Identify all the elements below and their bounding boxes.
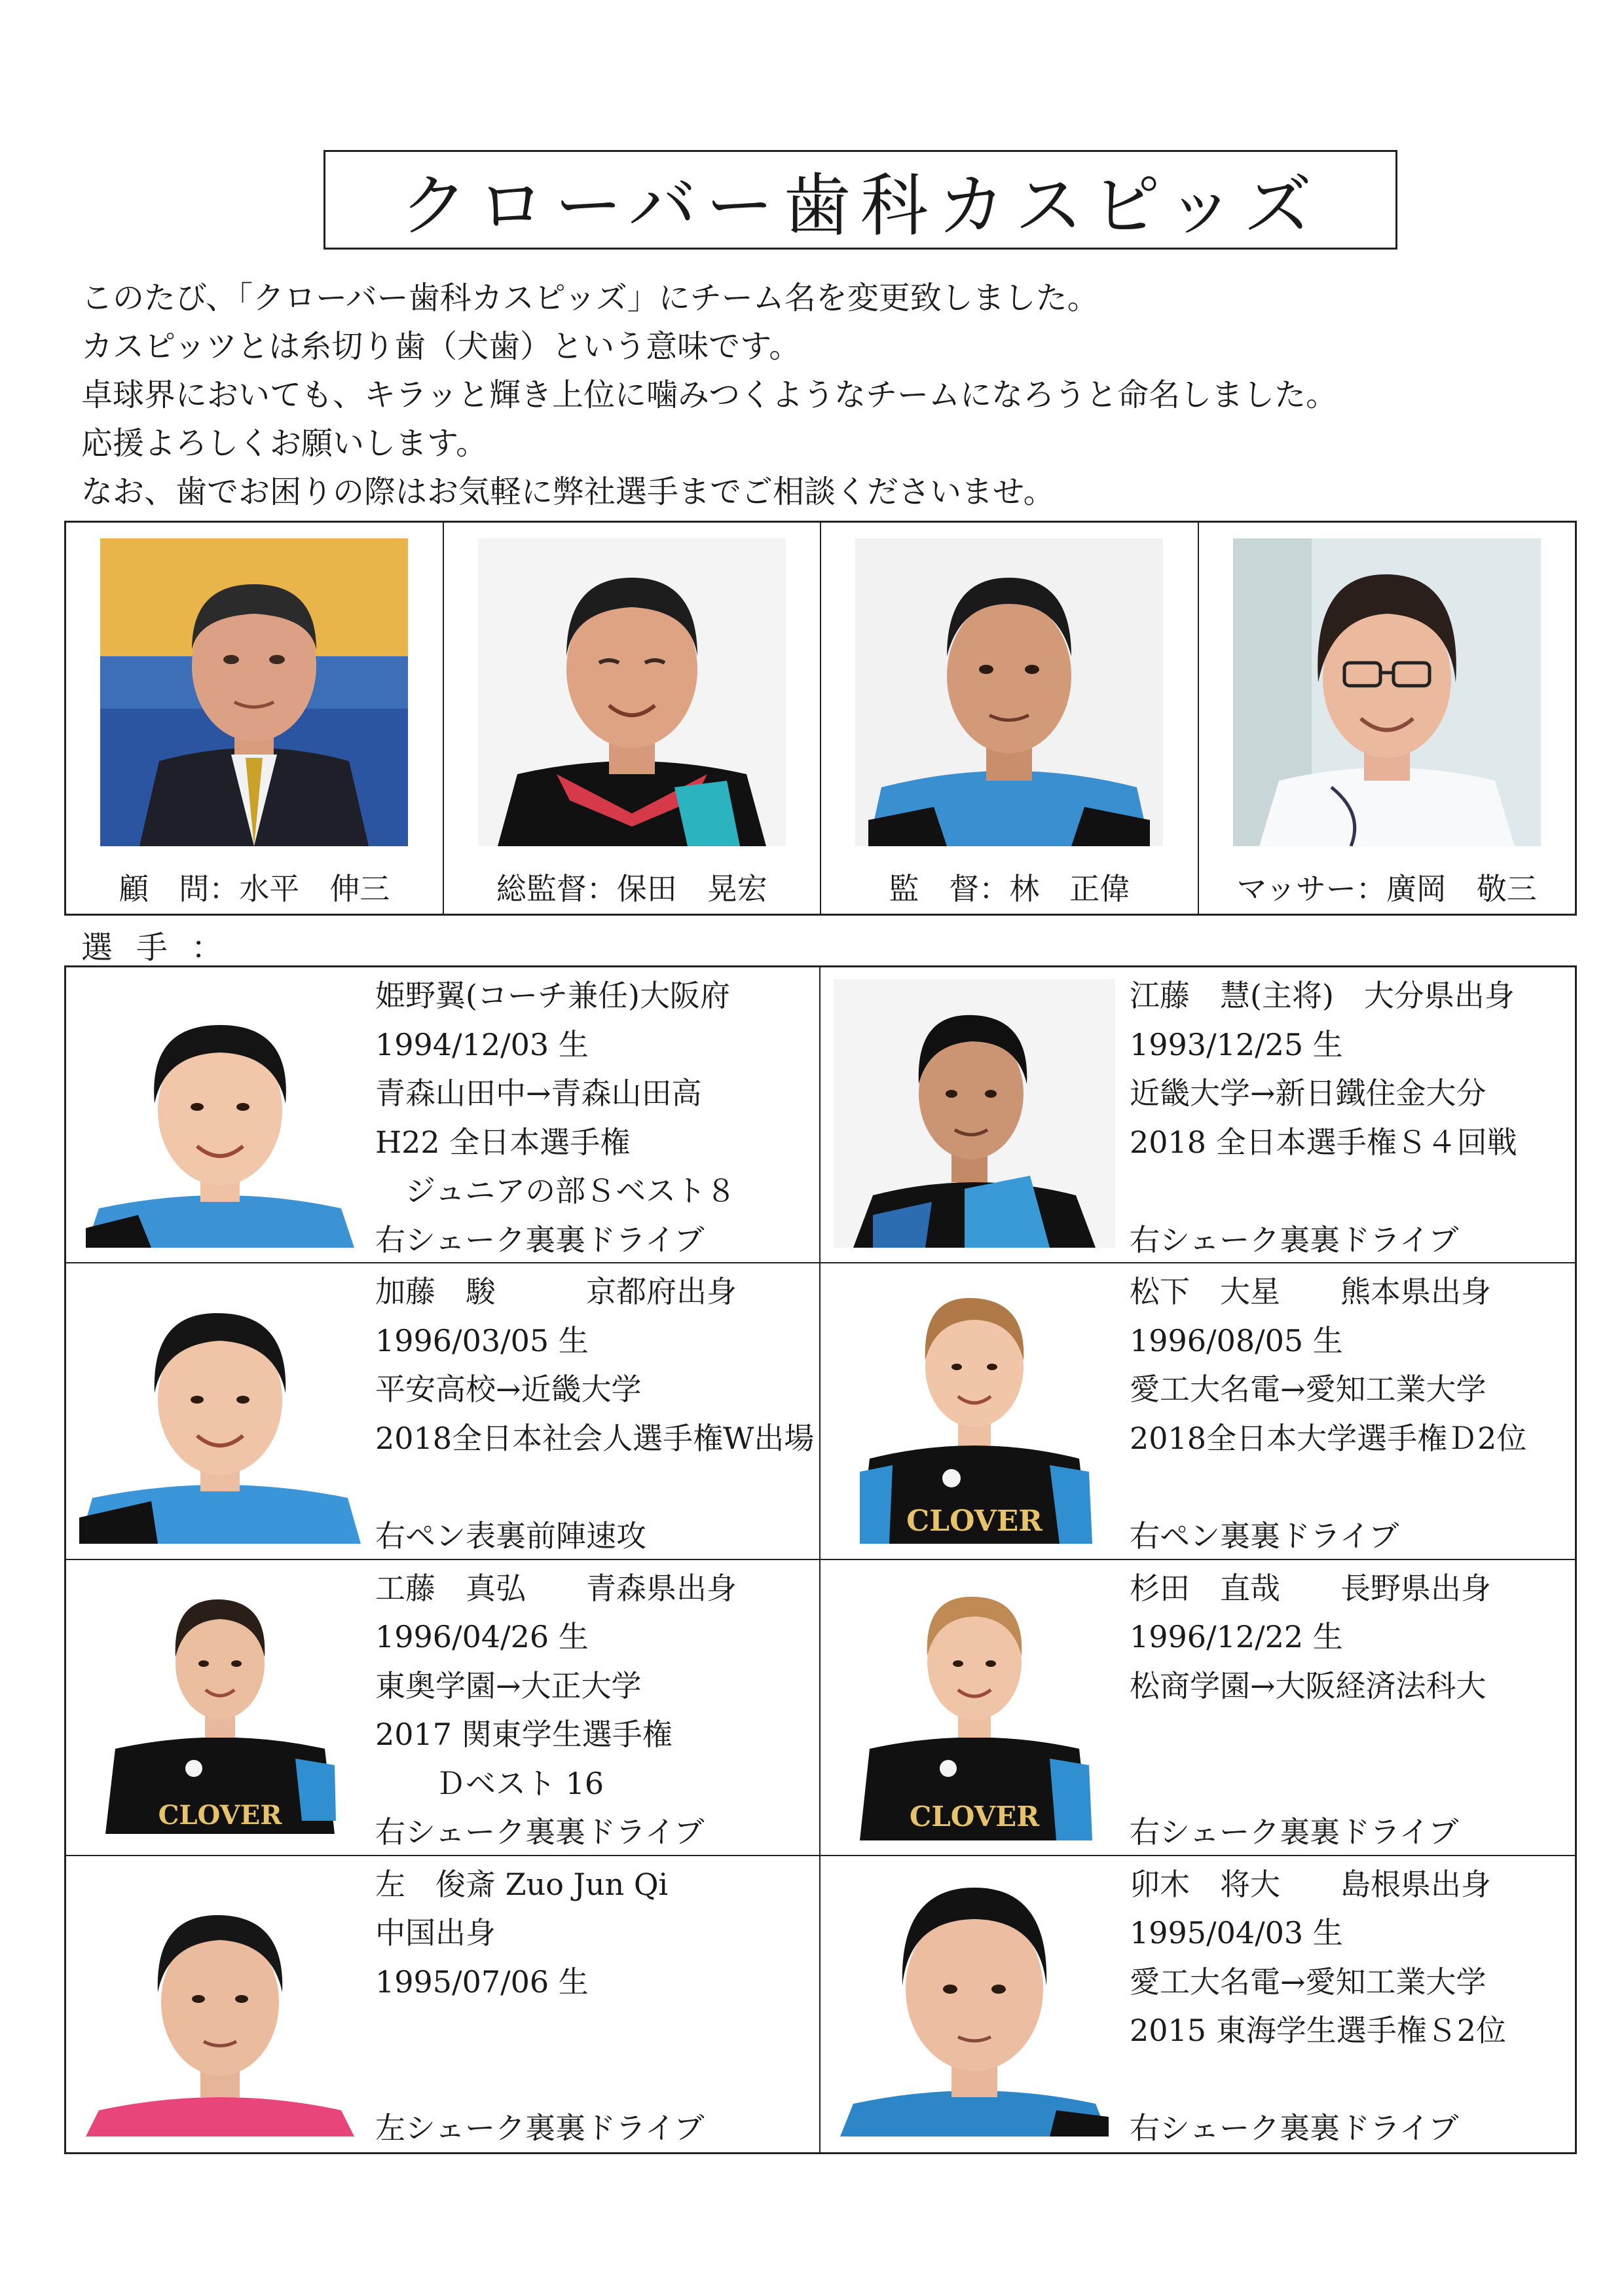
player-name: 杉田 直哉 長野県出身: [1130, 1570, 1491, 1606]
player-record-detail: [1130, 1759, 1570, 1808]
player-photo: [834, 979, 1115, 1248]
player-birthdate: 1994/12/03 生: [375, 1026, 589, 1062]
player-card: [66, 1856, 821, 2152]
staff-advisor: [66, 523, 444, 914]
player-record-detail: [375, 1463, 814, 1512]
player-record-detail: ジュニアの部Ｓベスト８: [375, 1173, 737, 1208]
player-record: [1130, 1710, 1570, 1759]
player-style: 右ペン表裏前陣速攻: [375, 1518, 646, 1554]
player-birthdate: 1996/08/05 生: [1130, 1322, 1343, 1358]
player-style: 左シェーク裏裏ドライブ: [375, 2110, 705, 2146]
player-birthdate: 1996/03/05 生: [375, 1322, 589, 1358]
intro-line: なお、歯でお困りの際はお気軽に弊社選手までご相談くださいませ。: [81, 474, 1055, 510]
player-school: 近畿大学→新日鐵住金大分: [1130, 1075, 1486, 1111]
player-school: 平安高校→近畿大学: [375, 1371, 642, 1408]
player-record: 2015 東海学生選手権Ｓ2位: [1130, 2013, 1506, 2049]
player-record-detail: [1130, 1166, 1570, 1216]
player-record-detail: [1130, 2055, 1570, 2104]
intro-line: カスピッツとは糸切り歯（犬歯）という意味です。: [81, 328, 801, 365]
staff-caption: 監 督：林 正偉: [889, 871, 1130, 906]
player-record: 2017 関東学生選手権: [375, 1717, 673, 1752]
players-table: [64, 965, 1577, 2154]
player-card: [66, 967, 821, 1263]
staff-caption: 顧 問：水平 伸三: [119, 871, 390, 906]
page-title: クローバー歯科カスピッズ: [399, 166, 1321, 246]
player-photo: [834, 1868, 1115, 2136]
shirt-logo: CLOVER: [906, 1504, 1043, 1539]
staff-manager: [821, 523, 1199, 914]
player-style: 右シェーク裏裏ドライブ: [1130, 1814, 1459, 1850]
staff-photo-manager: [855, 538, 1163, 846]
player-card: [821, 1263, 1575, 1559]
player-record-detail: Ｄベスト 16: [375, 1765, 604, 1801]
player-school: 愛工大名電→愛知工業大学: [1130, 1371, 1486, 1408]
player-style: 右シェーク裏裏ドライブ: [1130, 2110, 1459, 2146]
player-photo: [79, 1572, 361, 1840]
player-name: 江藤 慧(主将) 大分県出身: [1130, 978, 1515, 1013]
intro-line: 応援よろしくお願いします。: [81, 425, 488, 462]
player-school: 松商学園→大阪経済法科大: [1130, 1668, 1486, 1704]
player-card: [821, 967, 1575, 1263]
player-origin: 中国出身: [375, 1915, 496, 1951]
staff-masseur: [1199, 523, 1576, 914]
player-card: [821, 1856, 1575, 2152]
player-name: 姫野翼(コーチ兼任)大阪府: [375, 978, 730, 1013]
title-box: [323, 150, 1397, 250]
player-name: 左 俊斎 Zuo Jun Qi: [375, 1866, 669, 1902]
players-label: 選手：: [81, 929, 247, 966]
player-photo: [79, 1275, 361, 1544]
player-style: 右シェーク裏裏ドライブ: [1130, 1222, 1459, 1258]
player-record: 2018 全日本選手権Ｓ４回戦: [1130, 1124, 1517, 1160]
player-card: [66, 1560, 821, 1856]
player-birthdate: 1995/07/06 生: [375, 1964, 589, 2000]
player-birthdate: 1993/12/25 生: [1130, 1026, 1343, 1062]
staff-general-manager: [444, 523, 822, 914]
player-style: 右ペン裏裏ドライブ: [1130, 1518, 1399, 1554]
player-record: 2018全日本大学選手権Ｄ2位: [1130, 1420, 1527, 1456]
shirt-logo: CLOVER: [909, 1800, 1040, 1833]
player-photo: [834, 1275, 1115, 1544]
player-record-detail: [1130, 1463, 1570, 1512]
intro-text: [81, 274, 1555, 516]
player-record-detail: [375, 2055, 814, 2104]
player-card: [66, 1263, 821, 1559]
player-photo: [79, 979, 361, 1248]
staff-caption: 総監督：保田 晃宏: [496, 871, 767, 906]
player-record: [375, 2006, 814, 2055]
staff-caption: マッサー：廣岡 敬三: [1236, 871, 1537, 906]
player-card: [821, 1560, 1575, 1856]
player-name: 卯木 将大 島根県出身: [1130, 1866, 1491, 1902]
player-birthdate: 1996/04/26 生: [375, 1619, 589, 1654]
player-photo: [834, 1572, 1115, 1840]
player-school: 愛工大名電→愛知工業大学: [1130, 1964, 1486, 2000]
shirt-logo: CLOVER: [158, 1799, 282, 1831]
intro-line: 卓球界においても、キラッと輝き上位に噛みつくようなチームになろうと命名しました。: [81, 377, 1338, 413]
staff-photo-masseur: [1233, 538, 1541, 846]
player-style: 右シェーク裏裏ドライブ: [375, 1222, 705, 1258]
player-name: 松下 大星 熊本県出身: [1130, 1274, 1491, 1310]
staff-photo-general-manager: [478, 538, 786, 846]
player-name: 加藤 駿 京都府出身: [375, 1274, 737, 1310]
player-school: 東奥学園→大正大学: [375, 1668, 642, 1704]
player-name: 工藤 真弘 青森県出身: [375, 1570, 737, 1606]
staff-photo-advisor: [100, 538, 408, 846]
player-style: 右シェーク裏裏ドライブ: [375, 1814, 705, 1850]
player-school: 青森山田中→青森山田高: [375, 1075, 702, 1111]
player-photo: [79, 1868, 361, 2136]
player-record: 2018全日本社会人選手権W出場: [375, 1420, 815, 1456]
player-birthdate: 1996/12/22 生: [1130, 1619, 1343, 1654]
intro-line: このたび、「クローバー歯科カスピッズ」にチーム名を変更致しました。: [81, 280, 1099, 316]
staff-table: [64, 521, 1577, 916]
player-birthdate: 1995/04/03 生: [1130, 1915, 1343, 1951]
player-record: H22 全日本選手権: [375, 1124, 631, 1160]
